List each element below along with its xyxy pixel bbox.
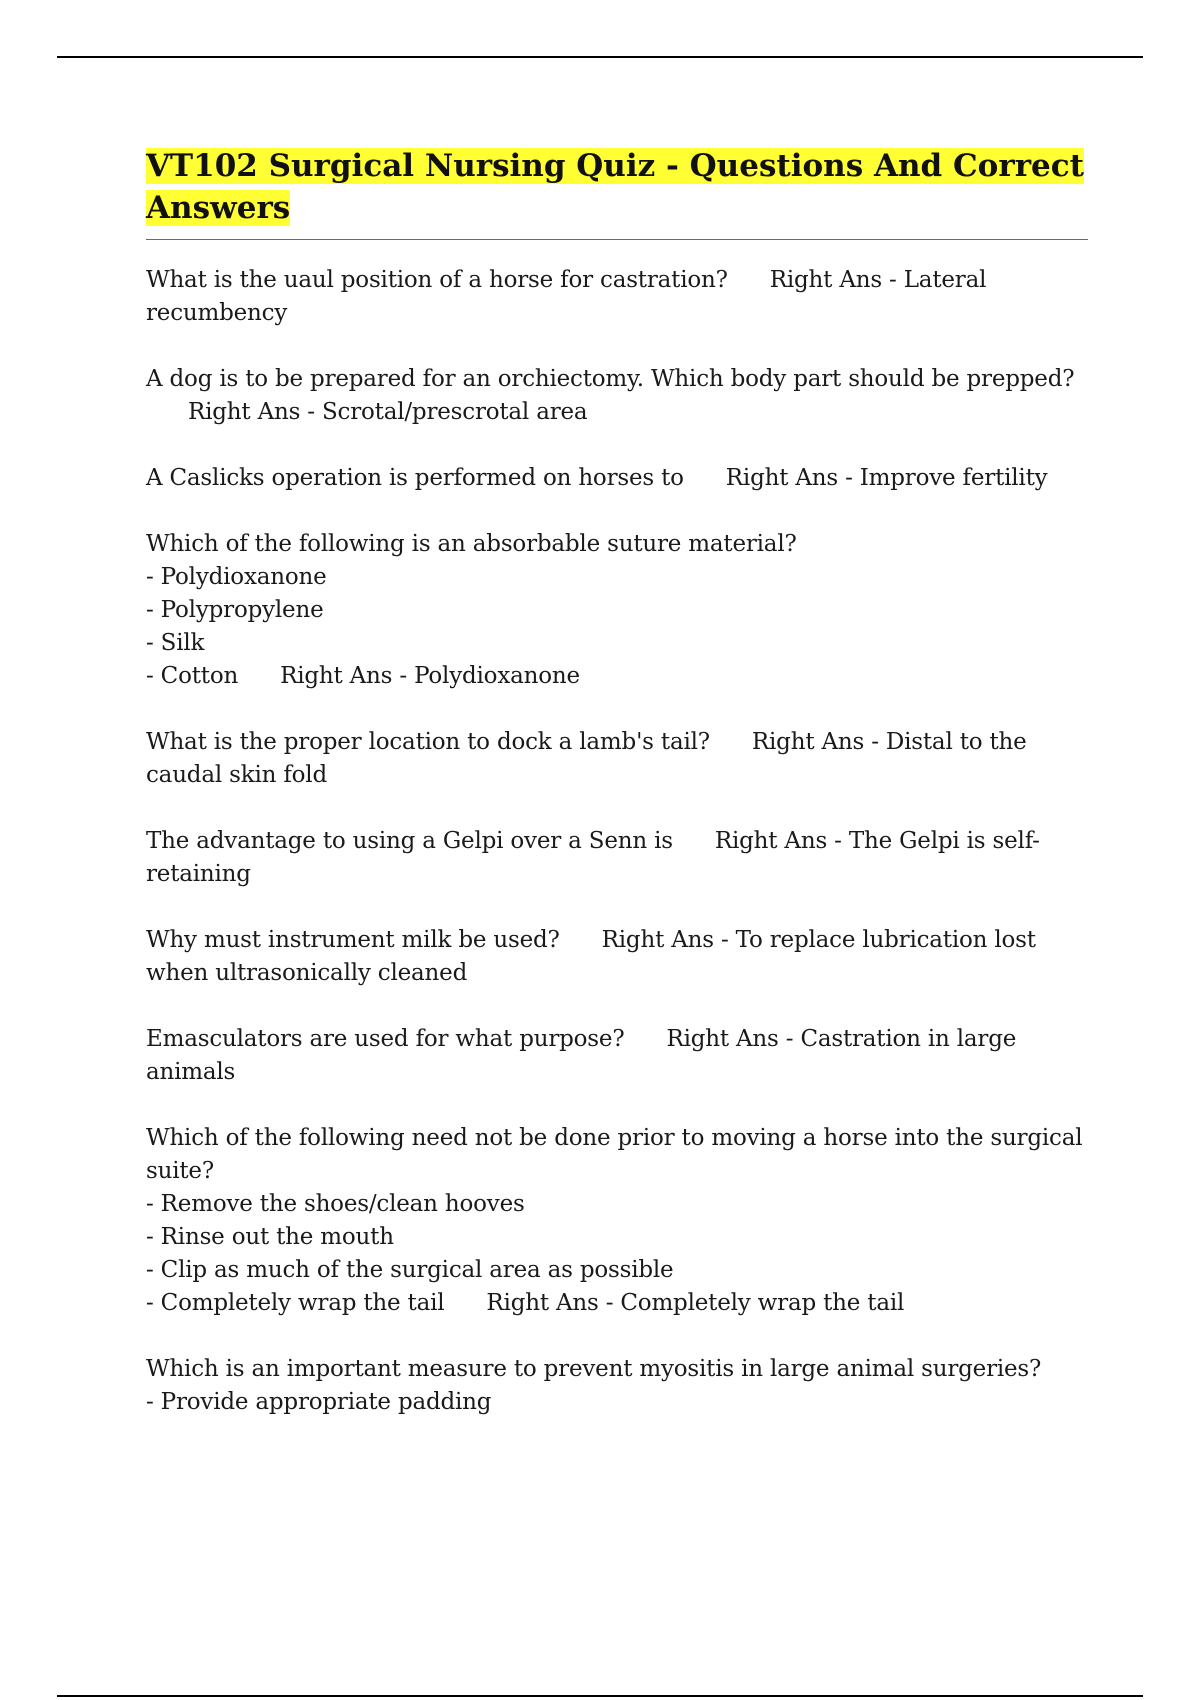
qa-item <box>146 264 1088 330</box>
qa-item <box>146 1353 1088 1419</box>
question-text: The advantage to using a Gelpi over a Senn is <box>146 828 673 854</box>
answer-prefix: Right Ans - <box>725 465 860 491</box>
answer-option: - Cotton <box>146 663 239 689</box>
question-text: Which of the following is an absorbable suture material? <box>146 531 797 557</box>
answer-option: - Polydioxanone <box>146 564 327 590</box>
answer-option: - Remove the shoes/clean hooves <box>146 1191 525 1217</box>
answer-prefix: Right Ans - <box>280 663 415 689</box>
answer-text: Castration in large animals <box>146 1026 1017 1085</box>
question-text: Which of the following need not be done prior to moving a horse into the surgical suite? <box>146 1125 1083 1184</box>
answer-prefix: Right Ans - <box>714 828 849 854</box>
question-text: Emasculators are used for what purpose? <box>146 1026 625 1052</box>
answer-text: To replace lubrication lost when ultrasonically cleaned <box>146 927 1036 986</box>
qa-line-with-answer <box>146 726 1088 792</box>
answer-option: - Provide appropriate padding <box>146 1389 492 1415</box>
answer-text: Distal to the caudal skin fold <box>146 729 1027 788</box>
qa-item <box>146 363 1088 429</box>
answer-text: Completely wrap the tail <box>620 1290 905 1316</box>
qa-item <box>146 462 1088 495</box>
qa-item <box>146 924 1088 990</box>
qa-item <box>146 825 1088 891</box>
qa-item <box>146 1122 1088 1320</box>
answer-text: Improve fertility <box>859 465 1048 491</box>
document-body <box>146 145 1088 1452</box>
document-title <box>146 145 1088 240</box>
answer-option: - Polypropylene <box>146 597 324 623</box>
question-text: What is the uaul position of a horse for castration? <box>146 267 728 293</box>
answer-prefix: Right Ans - <box>751 729 886 755</box>
qa-item <box>146 528 1088 693</box>
answer-prefix: Right Ans - <box>486 1290 621 1316</box>
qa-line-with-answer <box>146 363 1088 429</box>
question-text: Which is an important measure to prevent myositis in large animal surgeries? <box>146 1356 1042 1382</box>
answer-option: - Silk <box>146 630 205 656</box>
qa-list <box>146 264 1088 1419</box>
question-text: A Caslicks operation is performed on horses to <box>146 465 684 491</box>
answer-prefix: Right Ans - <box>666 1026 801 1052</box>
qa-line-with-answer <box>146 660 1088 693</box>
qa-line-with-answer <box>146 462 1088 495</box>
answer-text: Lateral recumbency <box>146 267 987 326</box>
answer-prefix: Right Ans - <box>188 399 322 425</box>
qa-line-with-answer <box>146 924 1088 990</box>
answer-text: Scrotal/prescrotal area <box>321 399 588 425</box>
document-title-text: VT102 Surgical Nursing Quiz - Questions And Correct Answers <box>146 148 1084 226</box>
answer-text: The Gelpi is self-retaining <box>146 828 1040 887</box>
question-text: Why must instrument milk be used? <box>146 927 560 953</box>
qa-line-with-answer <box>146 1287 1088 1320</box>
qa-item <box>146 726 1088 792</box>
answer-option: - Rinse out the mouth <box>146 1224 394 1250</box>
question-text: A dog is to be prepared for an orchiectomy. Which body part should be prepped? <box>146 366 1075 392</box>
answer-option: - Completely wrap the tail <box>146 1290 445 1316</box>
qa-line-with-answer <box>146 825 1088 891</box>
answer-prefix: Right Ans - <box>601 927 736 953</box>
answer-option: - Clip as much of the surgical area as possible <box>146 1257 674 1283</box>
answer-prefix: Right Ans - <box>769 267 904 293</box>
question-text: What is the proper location to dock a lamb's tail? <box>146 729 710 755</box>
qa-line-with-answer <box>146 264 1088 330</box>
header-rule <box>57 56 1143 58</box>
footer-rule <box>57 1695 1143 1697</box>
qa-line-with-answer <box>146 1023 1088 1089</box>
answer-text: Polydioxanone <box>414 663 580 689</box>
qa-item <box>146 1023 1088 1089</box>
